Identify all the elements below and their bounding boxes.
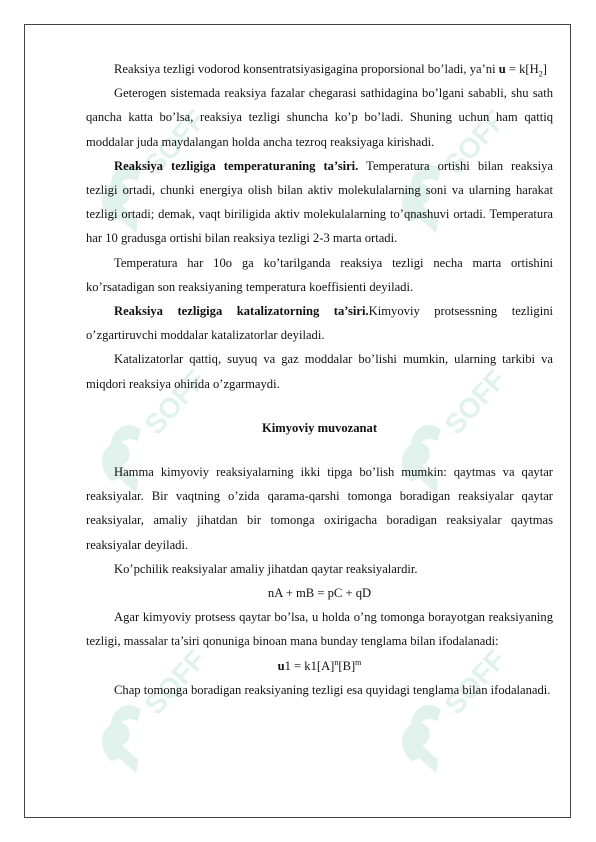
superscript: n [334,657,339,667]
paragraph: Hamma kimyoviy reaksiyalarning ikki tipga bo’lish mumkin: qaytmas va qaytar reaksiyalar. Bir vaqtning o’zida qarama-qarshi tomonga boradigan reaksiyalar qaytar reaksiyalar, amaliy jihatdan bir tomonga oxirigacha boradigan reaksiyalar qaytmas reaksiyalar deyiladi. [86,465,553,552]
subscript: 2 [538,69,543,79]
symbol: u [498,62,506,76]
document-body [86,57,553,702]
superscript: m [355,657,362,667]
equation [86,654,553,678]
symbol: u [277,658,285,673]
text: 1 = k1[A] [284,658,335,673]
text: Temperatura ortishi bilan reaksiya tezligi ortadi, chunki energiya olish bilan aktiv molekulalarning soni va ularning harakat tezligi ortadi; demak, vaqt biriligida aktiv molekulalarning to’qnashuvi ortadi. Temperatura har 10 gradusga ortishi bilan reaksiya tezligi 2-3 marta ortadi. [86,158,553,246]
paragraph [86,57,553,81]
paragraph: Ko’pchilik reaksiyalar amaliy jihatdan qaytar reaksiyalardir. [114,561,418,576]
page-heading: Kimyoviy muvozanat [261,420,378,435]
section-heading: Reaksiya tezligiga temperaturaning ta’siri. [114,158,359,173]
paragraph: Geterogen sistemada reaksiya fazalar chegarasi sathidagina bo’lgani sababli, shu sath qancha katta bo’lsa, reaksiya tezligi shuncha ko’p bo’ladi. Shuning uchun ham qattiq moddalar juda maydalangan holda ancha tezroq reaksiyaga kirishadi. [86,86,553,149]
text: = k[H [505,62,539,76]
paragraph: Katalizatorlar qattiq, suyuq va gaz moddalar bo’lishi mumkin, ularning tarkibi va miqdori reaksiya ohirida o’zgarmaydi. [86,352,553,391]
paragraph [86,154,553,251]
section-heading: Reaksiya tezligiga katalizatorning ta’siri. [114,304,369,319]
text: ] [542,62,547,76]
text: [B] [338,658,356,673]
paragraph: Temperatura har 10o ga ko’tarilganda reaksiya tezligi necha marta ortishini ko’rsatadigan son reaksiyaning temperatura koeffisienti deyiladi. [86,255,553,294]
paragraph [86,299,553,347]
text: Reaksiya tezligi vodorod konsentratsiyasigagina proporsional bo’ladi, ya’ni [114,62,499,76]
text: Kimyoviy protsessning tezligini o’zgartiruvchi moddalar katalizatorlar deyiladi. [86,304,553,343]
paragraph: Chap tomonga boradigan reaksiyaning tezligi esa quyidagi tenglama bilan ifodalanadi. [114,682,551,697]
equation: nA + mB = pC + qD [267,586,372,601]
paragraph: Agar kimyoviy protsess qaytar bo’lsa, u holda o’ng tomonga borayotgan reaksiyaning tezligi, massalar ta’siri qonuniga binoan mana bunday tenglama bilan ifodalanadi: [86,610,553,649]
